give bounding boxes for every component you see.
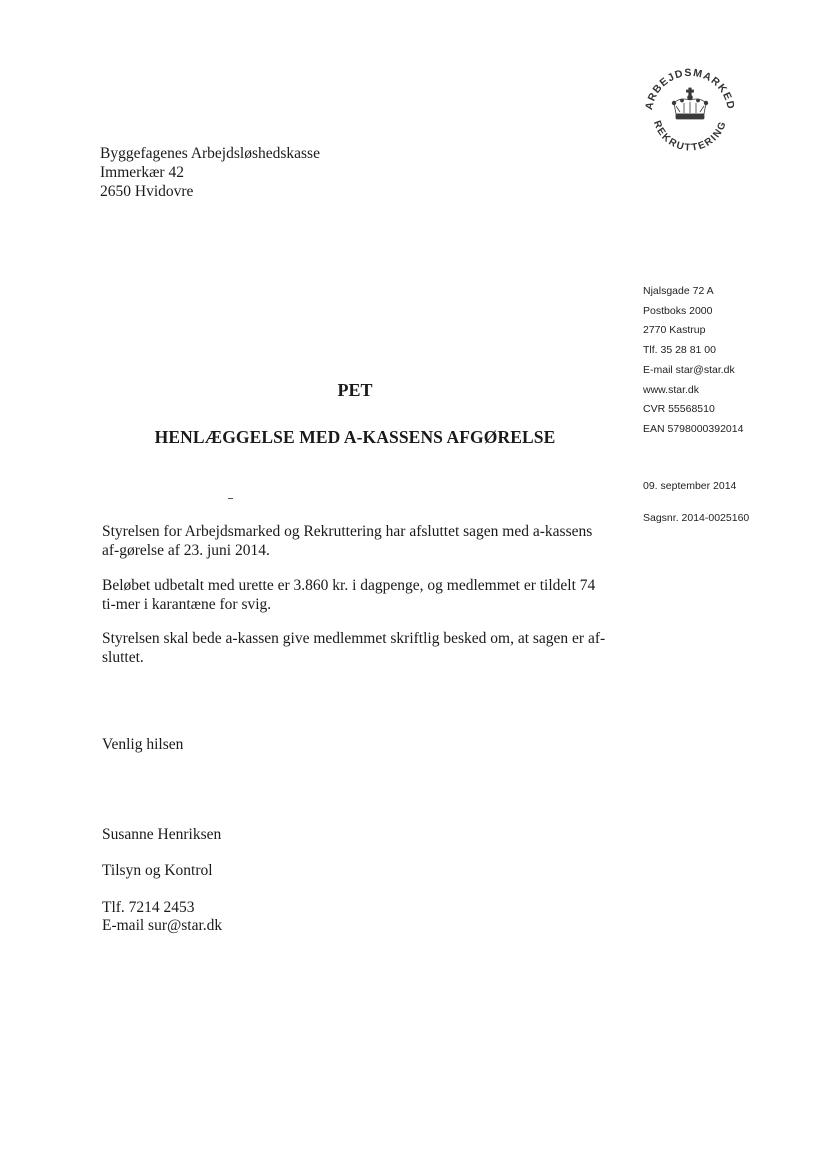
- signer-email: E-mail sur@star.dk: [102, 917, 223, 934]
- agency-seal-logo: [636, 56, 744, 164]
- case-number: Sagsnr. 2014-0025160: [643, 512, 750, 524]
- sender-phone: Tlf. 35 28 81 00: [643, 344, 716, 357]
- recipient-name: Byggefagenes Arbejdsløshedskasse: [100, 145, 320, 162]
- letter-heading: HENLÆGGELSE MED A-KASSENS AFGØRELSE: [154, 427, 556, 447]
- scan-mark: [228, 498, 233, 499]
- svg-text:ARBEJDSMARKED: ARBEJDSMARKED: [643, 66, 737, 112]
- sender-cvr: CVR 55568510: [643, 403, 715, 416]
- sender-email: E-mail star@star.dk: [643, 363, 735, 376]
- recipient-street: Immerkær 42: [100, 164, 184, 181]
- sender-web: www.star.dk: [643, 383, 700, 396]
- sender-city: 2770 Kastrup: [643, 324, 706, 337]
- letter-date: 09. september 2014: [643, 480, 737, 492]
- case-name: PET: [337, 380, 373, 400]
- svg-text:REKRUTTERING: REKRUTTERING: [650, 119, 730, 154]
- sender-info: [643, 282, 743, 440]
- crown-icon: [672, 88, 708, 119]
- sender-street: Njalsgade 72 A: [643, 285, 714, 297]
- signer-contact: [102, 899, 222, 935]
- recipient-address: [100, 144, 320, 201]
- paragraph-3: Styrelsen skal bede a-kassen give medlemmet skriftlig besked om, at sagen er af-sluttet.: [102, 630, 606, 666]
- signer-name: Susanne Henriksen: [102, 826, 222, 843]
- signer-phone: Tlf. 7214 2453: [102, 899, 195, 916]
- closing-greeting: Venlig hilsen: [102, 736, 184, 753]
- sender-pobox: Postboks 2000: [643, 304, 713, 317]
- signer-department: Tilsyn og Kontrol: [102, 862, 213, 879]
- sender-ean: EAN 5798000392014: [643, 422, 744, 435]
- recipient-city: 2650 Hvidovre: [100, 183, 194, 200]
- paragraph-2: Beløbet udbetalt med urette er 3.860 kr. i dagpenge, og medlemmet er tildelt 74 ti-mer i karantæne for svig.: [102, 577, 596, 613]
- paragraph-1: Styrelsen for Arbejdsmarked og Rekruttering har afsluttet sagen med a-kassens af-gørelse af 23. juni 2014.: [102, 523, 593, 559]
